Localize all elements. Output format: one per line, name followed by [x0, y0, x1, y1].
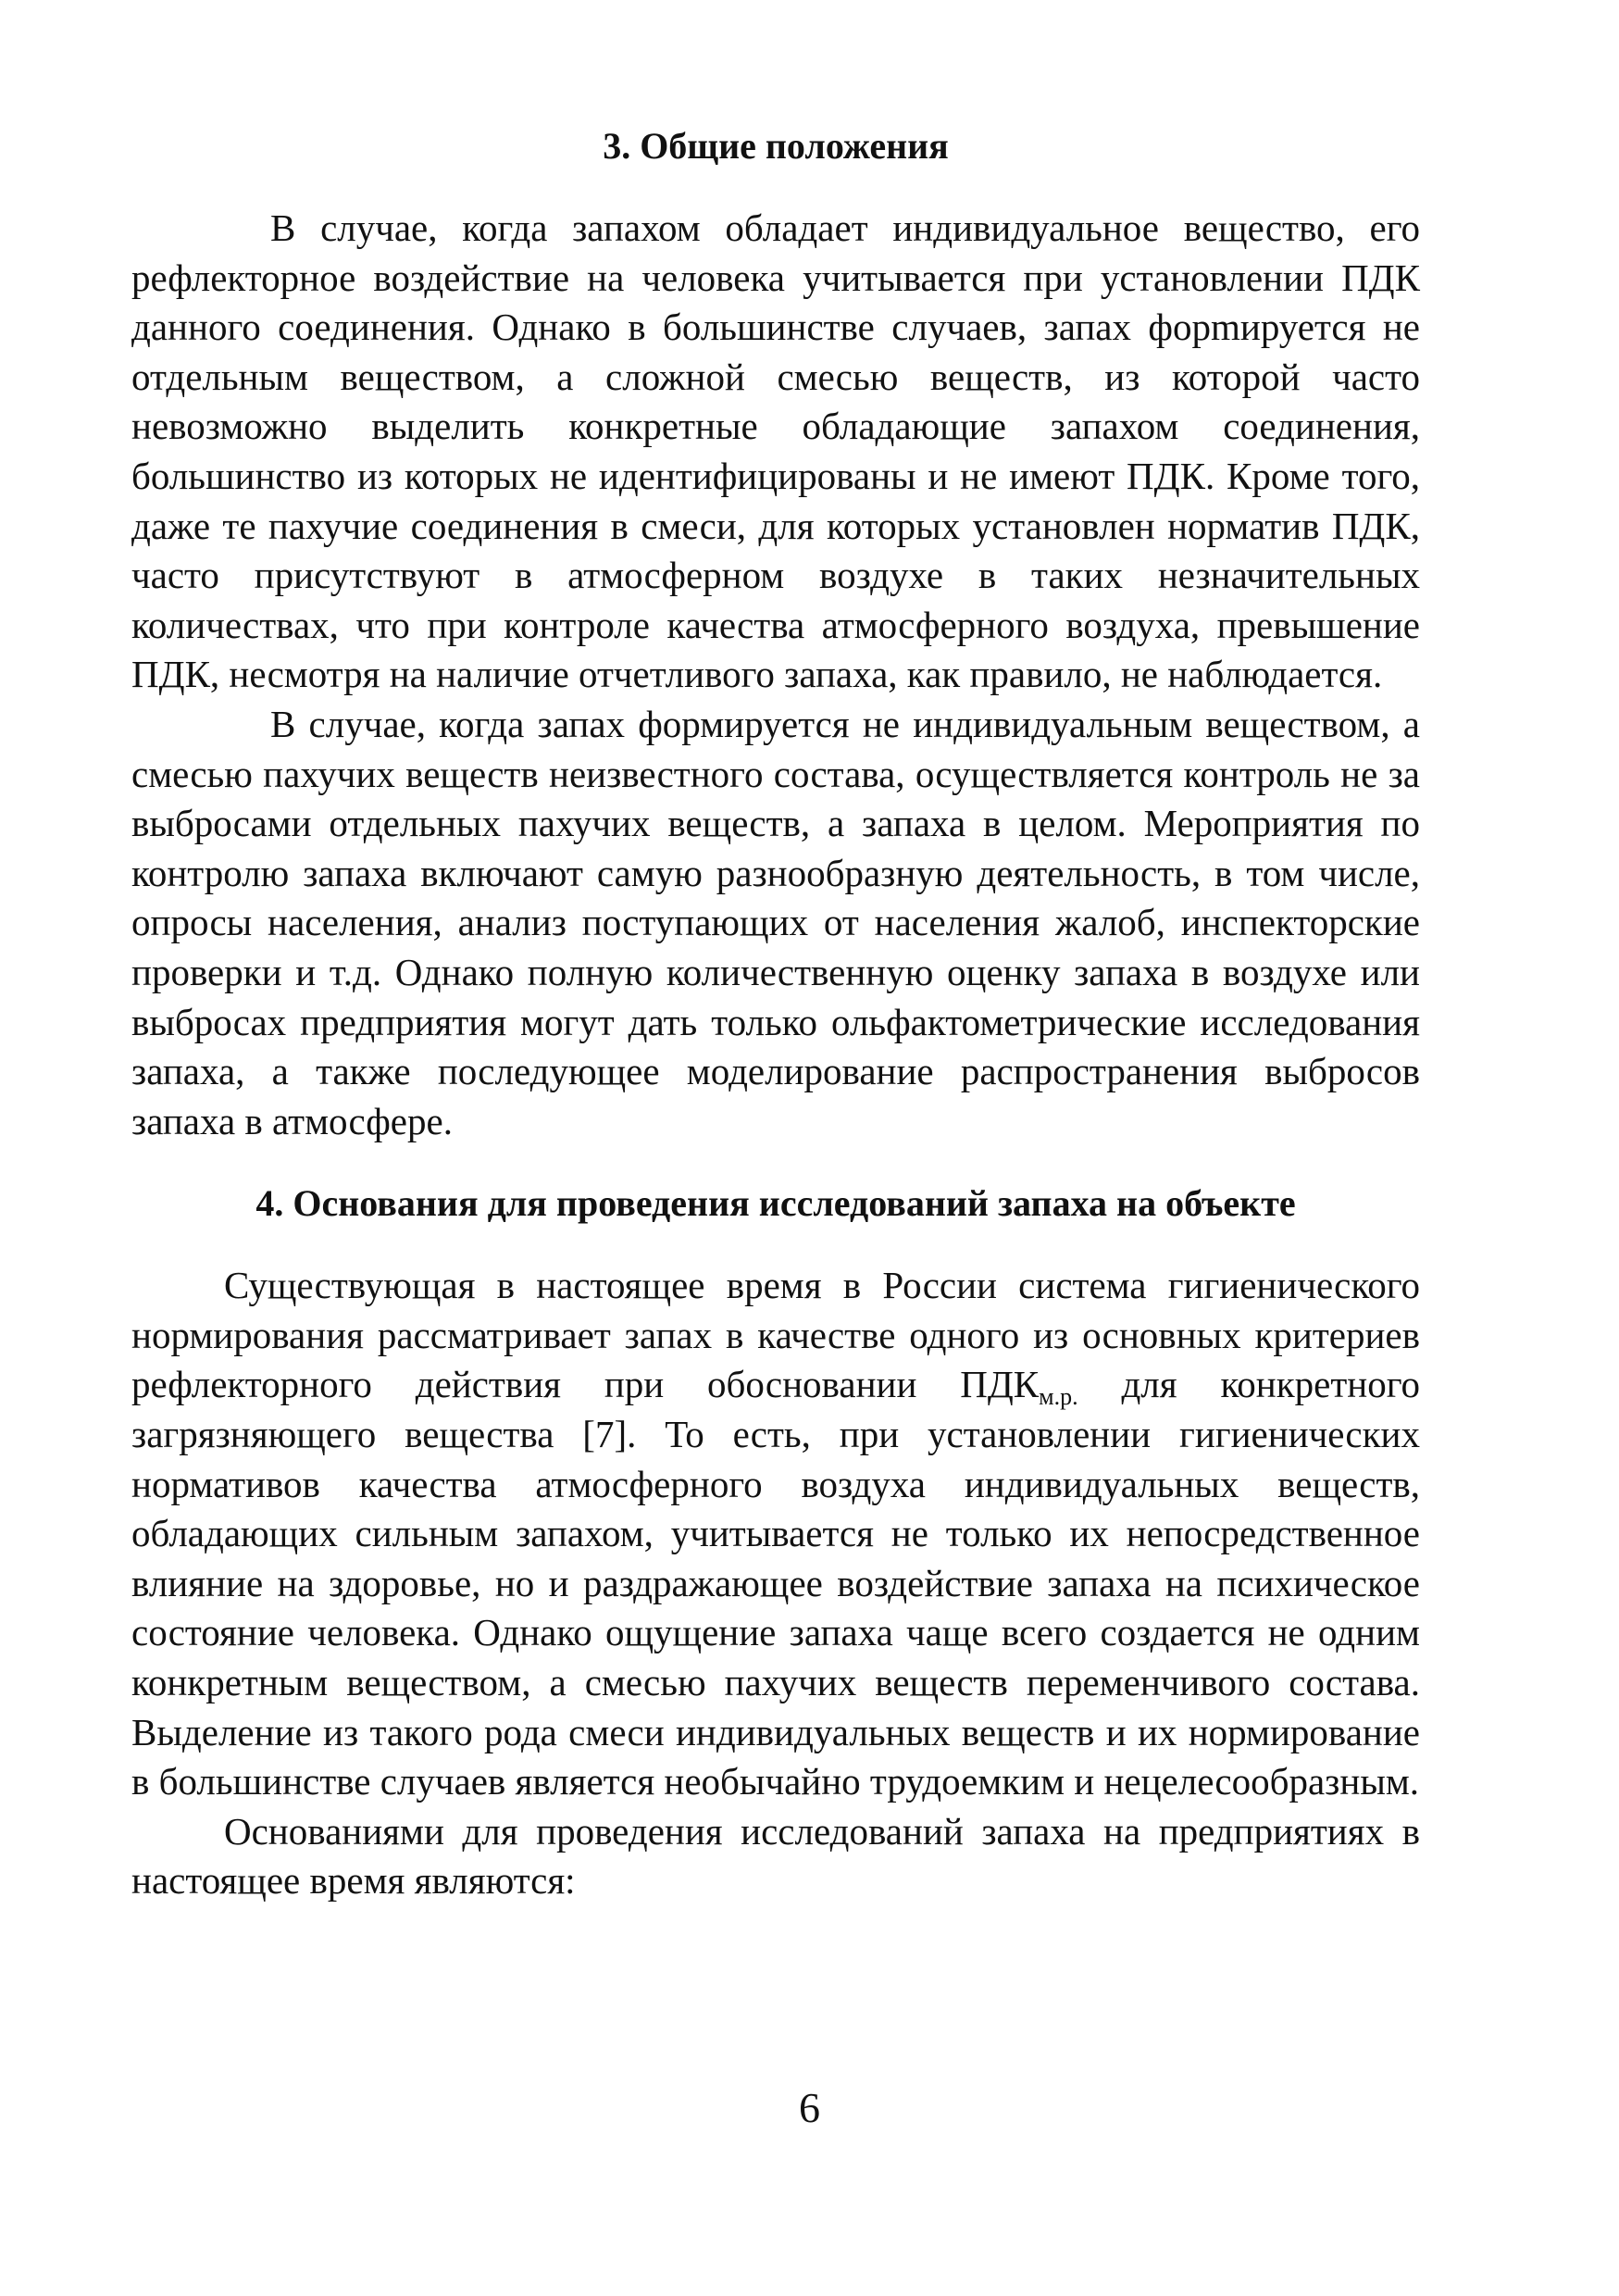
pdk-subscript: м.р. [1039, 1383, 1078, 1411]
section-4-heading: 4. Основания для проведения исследований запаха на объекте [255, 1182, 1296, 1225]
page-number: 6 [799, 2084, 820, 2131]
section-4-paragraph-1 [131, 1261, 1420, 1807]
section-3-paragraph-2: В случае, когда запах формируется не индивидуальным веществом, а смесью пахучих веществ неизвестного состава, осуществляется контроль не за выбросами отдельных пахучих веществ, а запаха в целом. Мероприятия по контролю запаха включают самую разнообразную деятельность, в том числе, опросы населения, анализ поступающих от населения жалоб, инспекторские проверки и т.д. Однако полную количественную оценку запаха в воздухе или выбросах предприятия могут дать только ольфактометрические исследования запаха, а также последующее моделирование распространения выбросов запаха в атмосфере. [131, 702, 1420, 1142]
section-3-paragraph-1: В случае, когда запахом обладает индивидуальное вещество, его рефлекторное воздействие на человека учитывается при установлении ПДК данного соединения. Однако в большинстве случаев, запах форmируется не отдельным веществом, а сложной смесью веществ, из которой часто невозможно выделить конкретные обладающие запахом соединения, большинство из которых не идентифицированы и не имеют ПДК. Кроме того, даже те пахучие соединения в смеси, для которых установлен норматив ПДК, часто присутствуют в атмосферном воздухе в таких незначительных количествах, что при контроле качества атмосферного воздуха, превышение ПДК, несмотря на наличие отчетливого запаха, как правило, не наблюдается. [131, 206, 1420, 696]
paragraph-text-end: для конкретного загрязняющего вещества [7]. То есть, при установлении гигиенических нормативов качества атмосферного воздуха индивидуальных веществ, обладающих сильным запахом, учитывается не только их непосредственное влияние на здоровье, но и раздражающее воздействие запаха на психическое состояние человека. Однако ощущение запаха чаще всего создается не одним конкретным веществом, а смесью пахучих веществ переменчивого состава. Выделение из такого рода смеси индивидуальных веществ и их нормирование в большинстве случаев является необычайно трудоемким и нецелесообразным. [131, 1363, 1420, 1803]
section-3-heading: 3. Общие положения [603, 125, 949, 167]
section-4-paragraph-2: Основаниями для проведения исследований запаха на предприятиях в настоящее время являются: [131, 1809, 1420, 1903]
paragraph-text-start: Существующая в настоящее время в России система гигиенического нормирования рассматривает запах в качестве одного из основных критериев рефлекторного действия при обосновании ПДК [131, 1264, 1420, 1406]
document-page [131, 122, 1420, 1906]
